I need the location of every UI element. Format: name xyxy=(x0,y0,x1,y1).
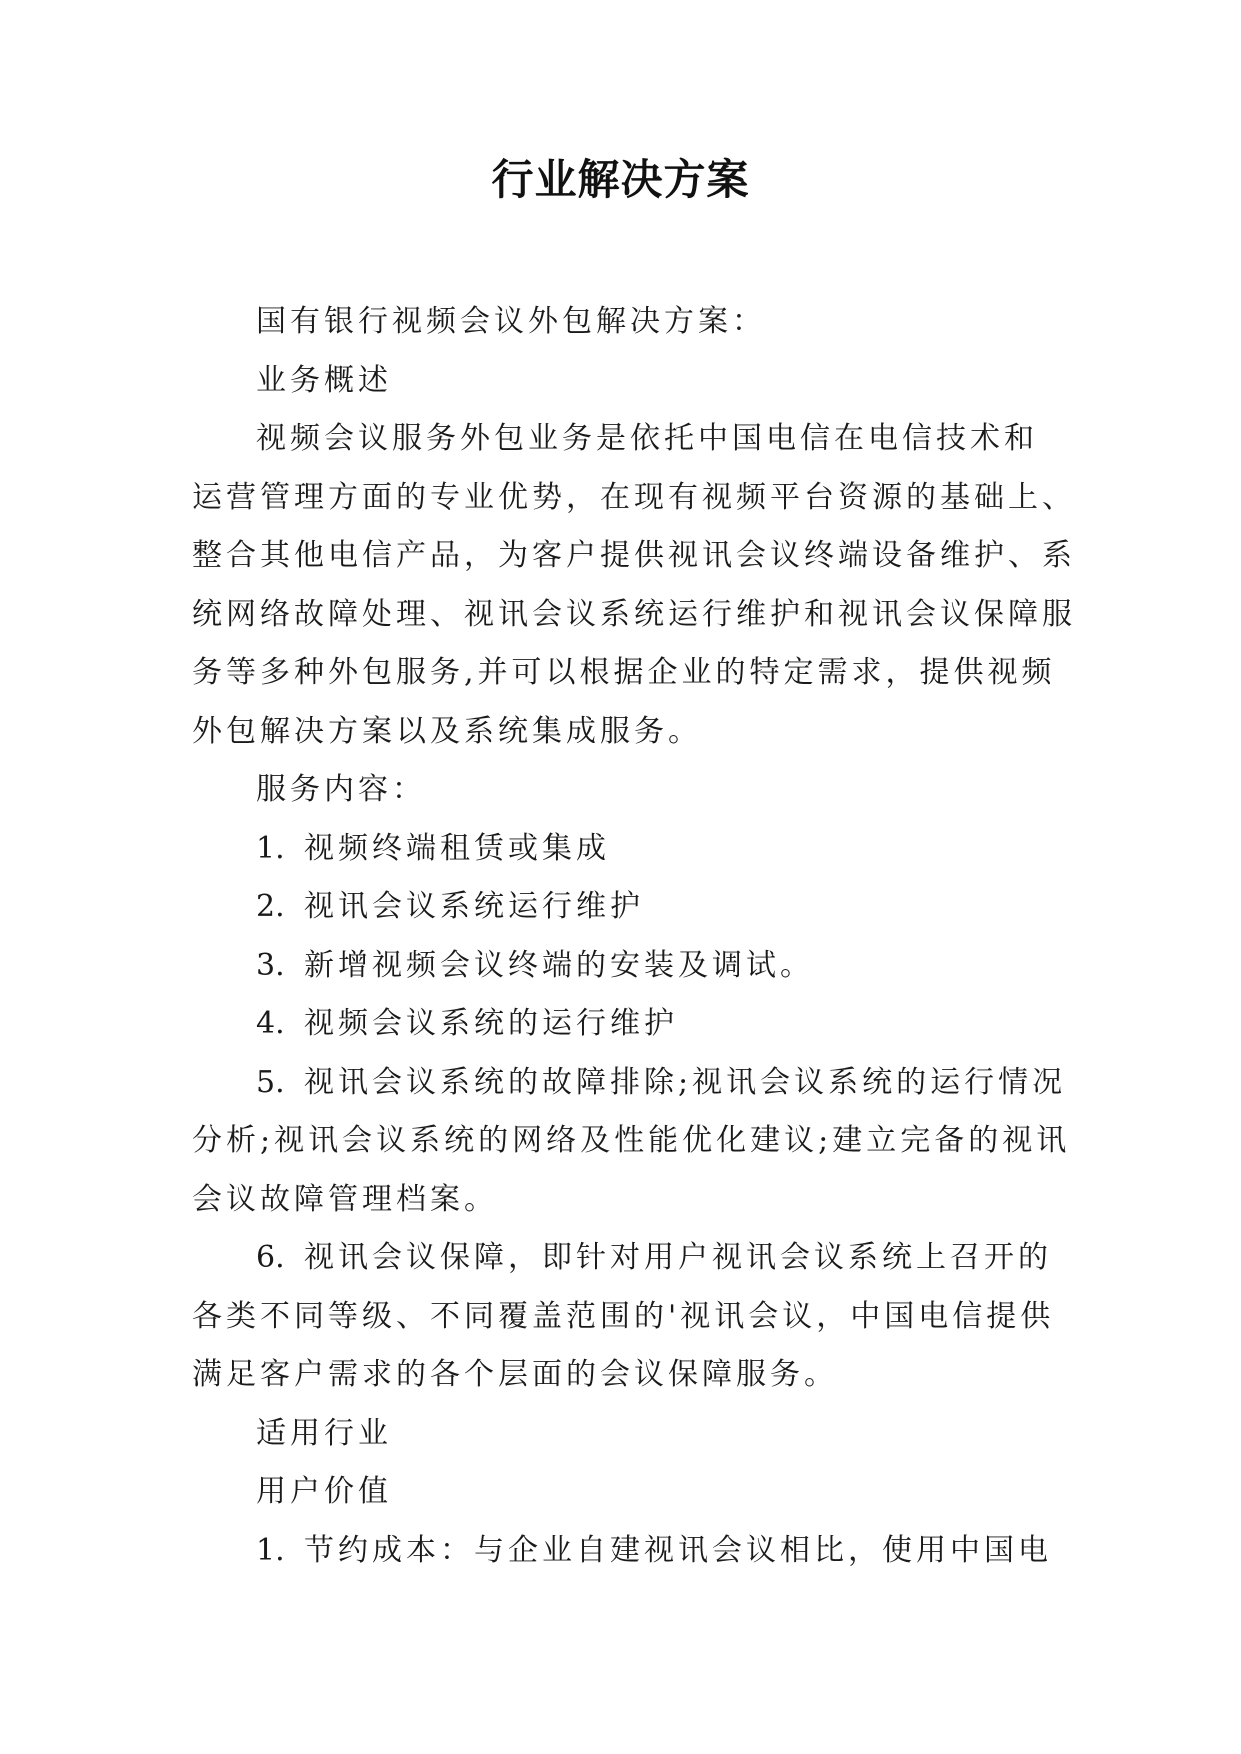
overview-paragraph xyxy=(192,410,1076,761)
section-heading-overview: 业务概述 xyxy=(256,362,392,398)
intro-heading: 国有银行视频会议外包解决方案： xyxy=(256,304,766,339)
paragraph-line: 统网络故障处理、视讯会议系统运行维护和视讯会议保障服 xyxy=(192,596,1076,632)
list-item xyxy=(192,820,1070,879)
list-item-first-line xyxy=(192,1054,1070,1113)
list-number: 3. xyxy=(256,947,285,983)
list-text-continued: 分析;视讯会议系统的网络及性能优化建议;建立完备的视讯 xyxy=(192,1123,1071,1158)
list-text: 视频会议系统的运行维护 xyxy=(304,1006,678,1041)
section-heading-services: 服务内容： xyxy=(256,772,426,807)
list-item-first-line xyxy=(192,1229,1070,1288)
document-body xyxy=(192,293,1076,1580)
values-list xyxy=(192,1522,1070,1581)
list-text: 节约成本：与企业自建视讯会议相比，使用中国电 xyxy=(304,1532,1052,1568)
list-text: 新增视频会议终端的安装及调试。 xyxy=(304,947,814,983)
list-item xyxy=(192,878,1070,937)
paragraph-line: 务等多种外包服务,并可以根据企业的特定需求，提供视频 xyxy=(192,655,1056,690)
list-item xyxy=(192,1054,1070,1230)
section-heading-industry: 适用行业 xyxy=(256,1415,392,1451)
list-text-continued: 满足客户需求的各个层面的会议保障服务。 xyxy=(192,1357,838,1392)
list-number: 1. xyxy=(256,830,285,866)
list-text-continued: 会议故障管理档案。 xyxy=(192,1181,498,1217)
list-text: 视讯会议保障，即针对用户视讯会议系统上召开的 xyxy=(304,1240,1052,1275)
paragraph-line: 外包解决方案以及系统集成服务。 xyxy=(192,713,702,749)
paragraph-line: 整合其他电信产品，为客户提供视讯会议终端设备维护、系 xyxy=(192,538,1076,573)
list-number: 5. xyxy=(256,1064,285,1100)
list-number: 2. xyxy=(256,889,285,924)
list-text-continued: 各类不同等级、不同覆盖范围的'视讯会议，中国电信提供 xyxy=(192,1298,1055,1334)
list-number: 1. xyxy=(256,1532,285,1568)
document-title: 行业解决方案 xyxy=(491,155,750,204)
paragraph-line: 运营管理方面的专业优势，在现有视频平台资源的基础上、 xyxy=(192,479,1076,515)
list-text: 视讯会议系统的故障排除;视讯会议系统的运行情况 xyxy=(304,1064,1067,1100)
services-list xyxy=(192,820,1070,1405)
list-text: 视讯会议系统运行维护 xyxy=(304,889,644,924)
list-item xyxy=(192,1522,1070,1581)
section-heading-value: 用户价值 xyxy=(256,1474,392,1509)
list-number: 4. xyxy=(256,1006,285,1041)
list-item xyxy=(192,995,1070,1054)
list-number: 6. xyxy=(256,1240,285,1275)
list-item xyxy=(192,937,1070,996)
list-item xyxy=(192,1229,1070,1405)
list-text: 视频终端租赁或集成 xyxy=(304,830,610,866)
paragraph-line: 视频会议服务外包业务是依托中国电信在电信技术和 xyxy=(256,421,1038,456)
